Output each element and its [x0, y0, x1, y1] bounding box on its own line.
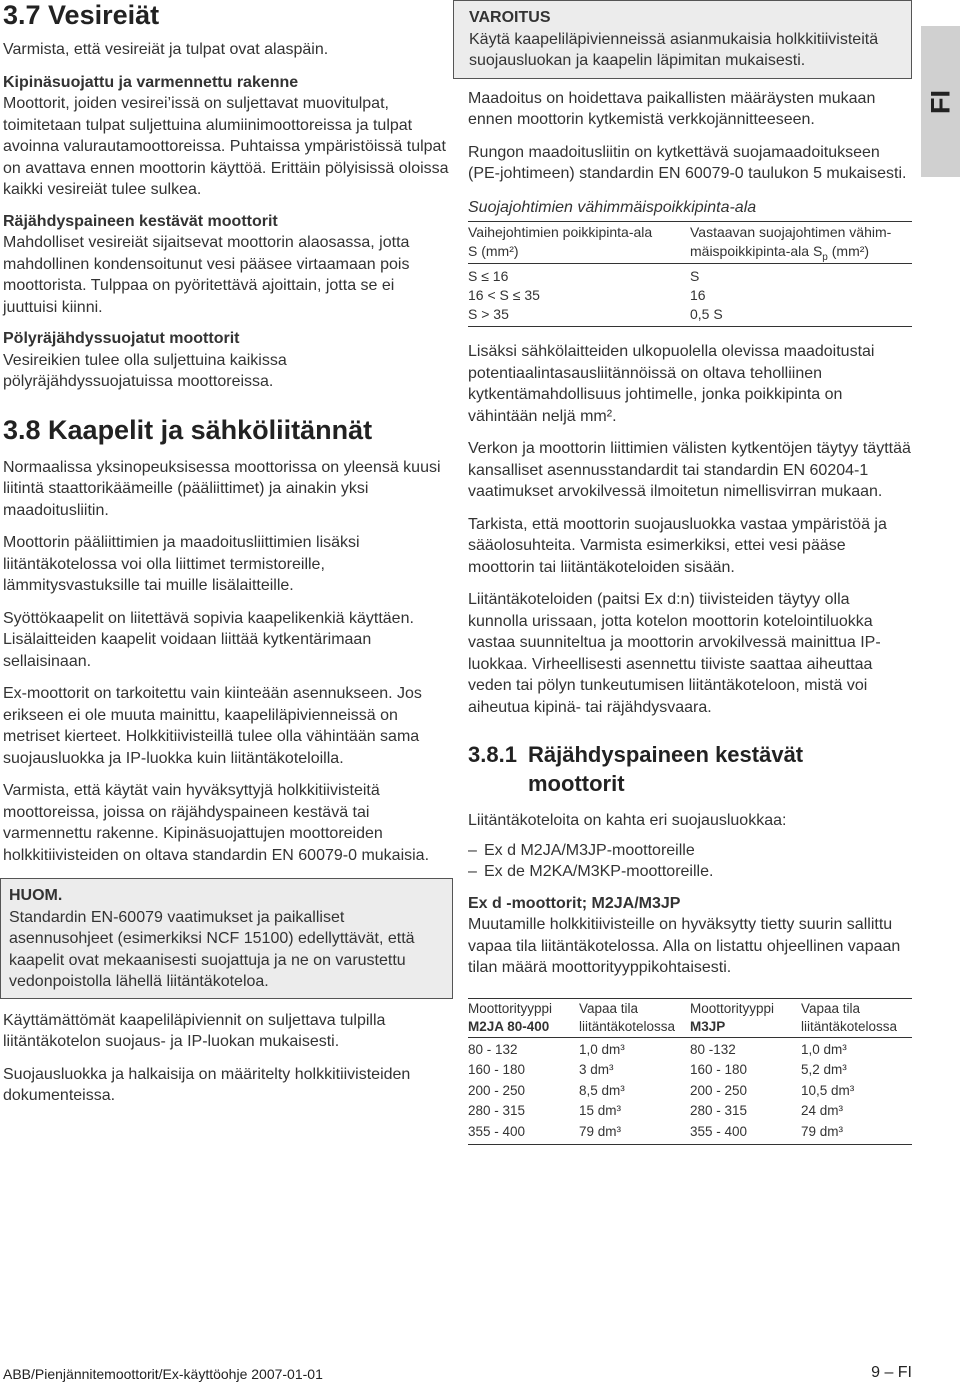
table2-header-line1: Moottorityyppi — [468, 1000, 553, 1016]
table2-header — [579, 998, 690, 1037]
paragraph-network-connections: Verkon ja moottorin liittimien välisten kytkentöjen täytyy täyttää kansalliset asennusstandardit tai standardin EN 60204-1 vaatimukset arvokilvessä ilmoitetun nimellisvirran mukaan. — [468, 440, 911, 500]
table2-cell: 15 dm³ — [579, 1103, 622, 1118]
table2-header — [468, 998, 579, 1037]
paragraph-terminal-box: Moottorin pääliittimien ja maadoitusliittimien lisäksi liitäntäkotelossa voi olla liittimet termistoreille, lämmitysvastuksille tai muille lisälaitteille. — [3, 534, 360, 594]
free-space-table — [468, 998, 912, 1146]
table2-cell: 1,0 dm³ — [579, 1041, 625, 1057]
subheading-flameproof: Räjähdyspaineen kestävät moottorit — [3, 212, 278, 230]
table-row — [468, 1081, 912, 1102]
warning-text: Käytä kaapeliläpivienneissä asianmukaisia holkkitiivisteitä suojausluokan ja kaapelin läpimitan mukaisesti. — [469, 30, 879, 69]
language-tab-label: FI — [925, 89, 955, 114]
paragraph-main-terminals: Normaalissa yksinopeuksisessa moottorissa on yleensä kuusi liitintä staattorikäämeille (pääliittimet) ja ainakin yksi maadoitusliitin. — [3, 458, 441, 519]
table2-cell: 160 - 180 — [690, 1062, 748, 1077]
paragraph-gaskets: Liitäntäkoteloiden (paitsi Ex d:n) tiivisteiden täytyy olla kunnolla urissaan, jotta kotelon moottorin kotelointiluokka vastaa suunniteltua ja moottorin arvokilvessä mainittua IP-luokkaa. Virheellisesti asennettu tiiviste saattaa aiheuttaa veden tai pölyn tunkeutumisen liitäntäkoteloon, mistä voi aiheutua kipinä- tai räjähdysvaara. — [468, 591, 881, 716]
subheading-spark-protected: Kipinäsuojattu ja varmennettu rakenne — [3, 73, 299, 91]
section-title-3-8-1 — [468, 740, 912, 798]
table2-cell: 79 dm³ — [579, 1122, 690, 1145]
table1-cell: 16 < S ≤ 35 — [468, 287, 540, 303]
table1-header-protective-sub: p — [822, 251, 828, 263]
section-title-line1: Räjähdyspaineen kestävät — [528, 742, 804, 767]
table2-cell: 79 dm³ — [801, 1122, 912, 1145]
table2-cell: 10,5 dm³ — [801, 1082, 855, 1098]
table2-cell: 280 - 315 — [468, 1103, 526, 1118]
paragraph-approved-glands: Varmista, että käytät vain hyväksyttyjä holkkitiivisteitä moottoreissa, joissa on räjähdyspaineen kestävä tai varmennettu rakenne. Kipinäsuojattujen moottoreiden holkkitiivisteiden on oltava standardin EN 60079-0 mukaisia. — [3, 782, 430, 864]
table2-header-line1: Moottorityyppi — [690, 1000, 775, 1016]
table-row — [468, 264, 912, 287]
table1-header-protective-line1: Vastaavan suojajohtimen vähim- — [690, 224, 892, 240]
table2-cell: 8,5 dm³ — [579, 1082, 625, 1098]
paragraph-frame-earth: Rungon maadoitusliitin on kytkettävä suojamaadoitukseen (PE-johtimeen) standardin EN 60079-0 taulukon 5 mukaisesti. — [468, 143, 907, 182]
table1-header-protective-text: mäispoikkipinta-ala S — [690, 243, 823, 259]
paragraph-earthing: Maadoitus on hoidettava paikallisten määräysten mukaan ennen moottorin kytkemistä verkkojännitteeseen. — [468, 89, 876, 128]
language-tab — [921, 26, 960, 177]
paragraph-spark-protected: Moottorit, joiden vesirei’issä on suljettavat muovitulpat, toimitetaan tulpat suljettuina alumiinimoottoreissa ja tulpat avoinna valurautamoottoreissa. Puhtaissa ympäristöissä tulpat on avattava ennen moottorin käyttöä. Erittäin pölyisissä oloissa kaikki vesireiät tulee sulkea. — [3, 95, 449, 198]
footer-document-id: ABB/Pienjännitemoottorit/Ex-käyttöohje 2007-01-01 — [3, 1366, 323, 1382]
table2-cell: 160 - 180 — [468, 1062, 526, 1077]
table2-cell: 355 - 400 — [468, 1122, 579, 1145]
table2-cell: 24 dm³ — [801, 1103, 844, 1118]
table-row — [468, 1122, 912, 1145]
section-title-3-8: 3.8 Kaapelit ja sähköliitännät — [3, 414, 373, 445]
table2-cell: 355 - 400 — [690, 1122, 801, 1145]
table2-header-line2: M2JA 80-400 — [468, 1018, 550, 1034]
note-title: HUOM. — [9, 887, 63, 904]
table1-header-phase — [468, 222, 690, 264]
table-row — [468, 305, 912, 327]
table2-cell: 3 dm³ — [579, 1062, 614, 1077]
table2-cell: 1,0 dm³ — [801, 1041, 847, 1057]
subheading-ex-d: Ex d -moottorit; M2JA/M3JP — [468, 894, 681, 912]
intro-text: Varmista, että vesireiät ja tulpat ovat alaspäin. — [3, 41, 329, 58]
protective-conductor-table — [468, 221, 912, 327]
note-box — [0, 878, 453, 999]
list-item: – Ex de M2KA/M3KP-moottoreille. — [468, 861, 912, 883]
table2-cell: 80 -132 — [690, 1041, 736, 1057]
table2-cell: 80 - 132 — [468, 1041, 518, 1057]
table2-cell: 200 - 250 — [690, 1082, 748, 1098]
table-row — [468, 1060, 912, 1081]
table1-cell: 16 — [690, 287, 706, 303]
table2-header — [690, 998, 801, 1037]
table2-cell: 280 - 315 — [690, 1103, 748, 1118]
table1-header-protective — [690, 222, 912, 264]
table-row — [468, 1037, 912, 1060]
warning-box — [453, 0, 912, 79]
subheading-dust-protected: Pölyräjähdyssuojatut moottorit — [3, 330, 240, 347]
table2-header-line2: M3JP — [690, 1018, 726, 1034]
table2-cell: 200 - 250 — [468, 1082, 526, 1098]
table1-header-protective-unit: (mm²) — [827, 243, 870, 259]
paragraph-supply-cables: Syöttökaapelit on liitettävä sopivia kaapelikenkiä käyttäen. Lisälaitteiden kaapelit voidaan liittää kytkentärimaan sellaisinaan. — [3, 609, 414, 670]
table2-header-line2: liitäntäkotelossa — [801, 1018, 898, 1034]
note-text: Standardin EN-60079 vaatimukset ja paikalliset asennusohjeet (esimerkiksi NCF 15100) edellyttävät, että kaapelit ovat mekaanisesti suojattuja ja ne on varustettu vedonpoistolla lähellä liitäntäkoteloa. — [9, 908, 415, 990]
table2-header-row — [468, 998, 912, 1037]
table1-header-phase-line2: S (mm²) — [468, 243, 519, 259]
table-row — [468, 1101, 912, 1122]
paragraph-external-earthing: Lisäksi sähkölaitteiden ulkopuolella olevissa maadoitustai potentiaalintasausliitännöissä on oltava teholliinen kytkentämahdollisuus johtimelle, jonka poikkipinta on vähintään neljä mm². — [468, 343, 875, 425]
table1-cell: S — [690, 268, 700, 284]
paragraph-ex-motors: Ex-moottorit on tarkoitettu vain kiinteään asennukseen. Jos erikseen ei ole muuta mainittu, kaapeliläpivienneissä on metriset kierteet. Holkkitiivisteillä tulee olla vähintään sama suojausluokka ja IP-luokka kuin liitäntäkoteloilla. — [3, 685, 422, 767]
paragraph-flameproof: Mahdolliset vesireiät sijaitsevat moottorin alaosassa, jotta mahdollinen kondensoitunut vesi pääsee virtaamaan pois moottorista. Tulppaa on pyöritettävä ajoittain, jotta se ei juuttuisi kiinni. — [3, 234, 410, 316]
section-title-3-7: 3.7 Vesireiät — [3, 0, 160, 30]
table1-header-protective-line2 — [690, 242, 912, 261]
left-column — [3, 0, 453, 1107]
warning-title: VAROITUS — [469, 9, 551, 26]
footer-page-number: 9 – FI — [871, 1364, 912, 1381]
table2-header-line1: Vapaa tila — [801, 1000, 861, 1016]
table2-header-line1: Vapaa tila — [579, 1000, 639, 1016]
table-row — [468, 286, 912, 305]
table1-header-phase-line1: Vaihejohtimien poikkipinta-ala — [468, 224, 653, 240]
table2-header — [801, 998, 912, 1037]
section-number: 3.8.1 — [468, 742, 517, 767]
table2-header-line2: liitäntäkotelossa — [579, 1018, 676, 1034]
paragraph-gland-docs: Suojausluokka ja halkaisija on määritelty holkkitiivisteiden dokumenteissa. — [3, 1065, 411, 1104]
paragraph-protection-class: Tarkista, että moottorin suojausluokka vastaa ympäristöä ja sääolosuhteita. Varmista esimerkiksi, ettei vesi pääse moottorin tai liitäntäkoteloiden sisään. — [468, 515, 887, 576]
paragraph-unused-entries: Käyttämättömät kaapeliläpiviennit on suljettava tulpilla liitäntäkotelon suojaus- ja IP-luokan mukaisesti. — [3, 1011, 386, 1050]
bullet-list — [468, 840, 912, 883]
table1-cell: S ≤ 16 — [468, 268, 509, 284]
section-title-line2: moottorit — [528, 771, 625, 796]
table1-cell: 0,5 S — [690, 305, 912, 327]
paragraph-two-classes: Liitäntäkoteloita on kahta eri suojausluokkaa: — [468, 812, 787, 829]
paragraph-free-space: Muutamille holkkitiivisteille on hyväksytty tietty suurin sallittu vapaa tila liitäntäkotelossa. Alla on listattu ohjeellinen vapaan tilan määrä moottorityyppikohtaisesti. — [468, 916, 901, 976]
paragraph-dust-protected: Vesireikien tulee olla suljettuina kaikissa pölyräjähdyssuojatuissa moottoreissa. — [3, 351, 287, 390]
table2-cell: 5,2 dm³ — [801, 1062, 847, 1077]
table1-cell: S > 35 — [468, 305, 690, 327]
list-item: – Ex d M2JA/M3JP-moottoreille — [468, 840, 912, 862]
right-column — [468, 0, 912, 1145]
table1-title: Suojajohtimien vähimmäispoikkipinta-ala — [468, 198, 757, 216]
